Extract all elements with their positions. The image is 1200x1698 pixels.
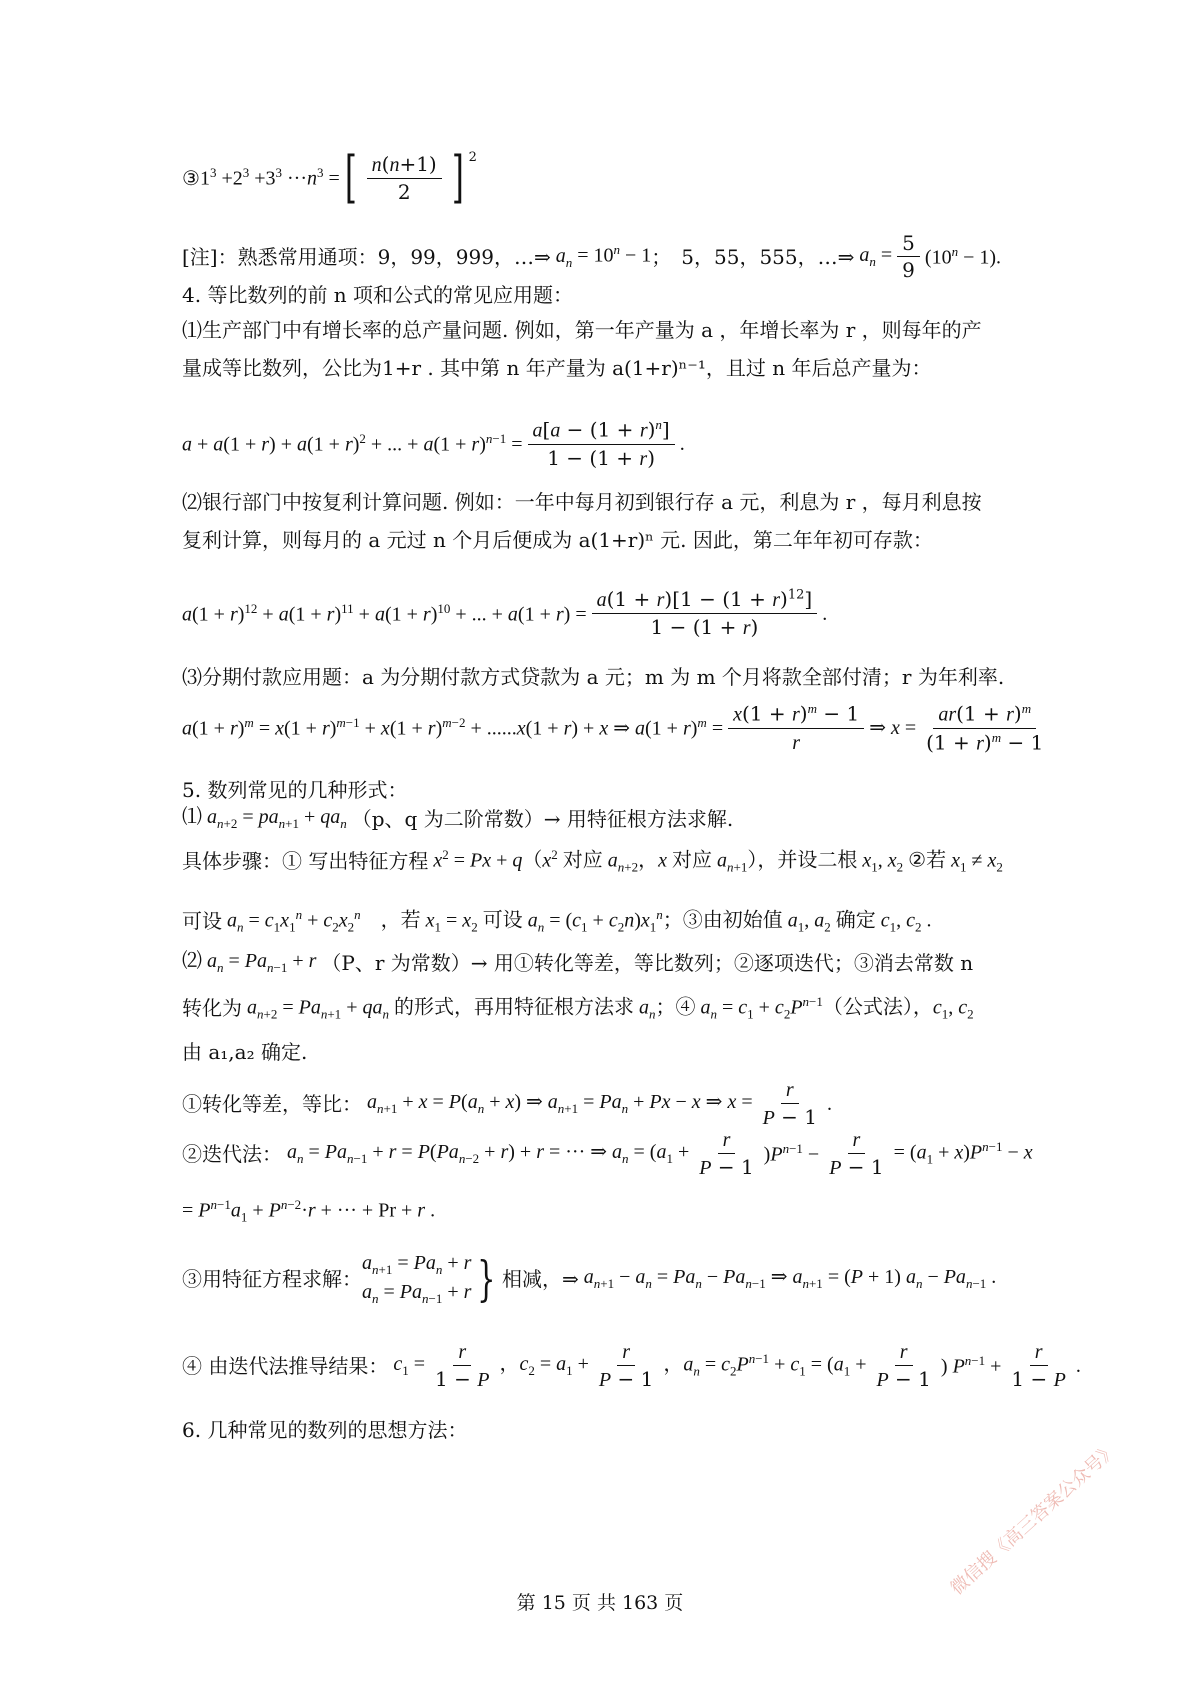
section-5-steps-line2: 可设 $a_n = c_1x_1^n + c_2x_2^n$ ，若 $x_1 = x_2$ 可设 $a_n = (c_1 + c_2n)x_1^n$；③由初始值 $a_1$, $a_2$ 确定 $c_1$, $c_2$ . [182, 907, 932, 935]
watermark-stamp: 微信搜《高三答案公众号》 [946, 1439, 1122, 1600]
sum-of-cubes-formula: ③ $1^3 +2^3 +3^3 \cdot\cdot\cdot n^3$ = [ n(n+1) 2 ] $^2$ [182, 145, 477, 210]
section-6-title: 6. 几种常见的数列的思想方法： [182, 1418, 468, 1442]
section-4-p1-line2: 量成等比数列，公比为1+r . 其中第 n 年产量为 a(1+r)ⁿ⁻¹，且过 n 年后总产量为： [182, 356, 932, 380]
method-2-formula: ②迭代法： $a_n = Pa_{n-1} + r = P(Pa_{n-2} + r) + r$ = ··· ⇒ $a_n = (a_1$ + $\frac{r}{P - 1}$ )$P^{n-1}$ − $\frac{r}{P - 1}$ = $(a_1 + x)P^{n-1} - x$ [182, 1129, 1033, 1179]
method-1-formula: ①转化等差，等比： $a_{n+1} + x = P(a_n + x)$ ⇒ $a_{n+1} = Pa_n + Px - x$ ⇒ x = $\frac{r}{P - 1}$ . [182, 1079, 833, 1129]
section-4-p3-line1: ⑶分期付款应用题：a 为分期付款方式贷款为 a 元；m 为 m 个月将款全部付清；r 为年利率. [182, 665, 1005, 689]
section-5-item-2-line2: 转化为 $a_{n+2} = Pa_{n+1} + qa_n$ 的形式，再用特征根方法求 $a_n$；④ $a_n = c_1 + c_2P^{n-1}$（公式法），$c_1$, $c_2$ [182, 994, 974, 1022]
note-line: [注]：熟悉常用通项：9，99，999，…⇒ $a_n = 10^n - 1$ ； 5，55，555，…⇒ $a_n$ = $\frac{5}{9}$ $(10^n - 1)$. [182, 231, 1002, 282]
section-4-p2-line2: 复利计算，则每月的 a 元过 n 个月后便成为 a(1+r)ⁿ 元. 因此，第二年年初可存款： [182, 528, 933, 552]
total-production-formula: $a + a(1 + r) + a(1 + r)^2$ + ... + $a(1 + r)^{n-1}$ = $\frac{a[a - (1 + r)^n]}{1 - (1 + r)}$ . [182, 417, 685, 470]
method-4-formula: ④ 由迭代法推导结果： $c_1$ = $\frac{r}{1 - P}$ ，$c_2 = a_1$ + $\frac{r}{P - 1}$ ，$a_n = c_2P^{n-1} + c_1 = (a_1$ + $\frac{r}{P - 1}$ ) $P^{n-1}$ + $\frac{r}{1 - P}$ . [182, 1341, 1081, 1391]
page-footer: 第 15 页 共 163 页 [516, 1592, 684, 1614]
method-2-continued: = $P^{n-1}a_1 + P^{n-2}\cdot r$ + ··· + Pr + r . [182, 1197, 436, 1225]
section-4-p1-line1: ⑴生产部门中有增长率的总产量问题. 例如，第一年产量为 a ，年增长率为 r ，则每年的产 [182, 318, 982, 342]
method-3-formula: ③用特征方程求解： $a_{n+1} = Pa_n + r$ $a_n = Pa_{n-1} + r$ } 相减，⇒ $a_{n+1} - a_n = Pa_n - Pa_{n-1}$ ⇒ $a_{n+1} = (P + 1) a_n - Pa_{n-1}$ . [182, 1250, 997, 1307]
section-5-item-2-line3: 由 a₁,a₂ 确定. [182, 1040, 308, 1064]
section-4-title: 4. 等比数列的前 n 项和公式的常见应用题： [182, 283, 574, 307]
section-4-p2-line1: ⑵银行部门中按复利计算问题. 例如：一年中每月初到银行存 a 元，利息为 r ，每月利息按 [182, 490, 982, 514]
compound-interest-formula: $a(1 + r)^{12} + a(1 + r)^{11} + a(1 + r)^{10}$ + ... + a(1 + r) = $\frac{a(1 + r)[1 - (1 + r)^{12}]}{1 - (1 + r)}$ . [182, 587, 828, 639]
section-5-title: 5. 数列常见的几种形式： [182, 778, 408, 802]
sum-of-cubes-label: ③ [182, 166, 200, 190]
section-5-steps-line1: 具体步骤：① 写出特征方程 $x^2 = Px + q(x^2$ 对应 $a_{n+2}$，x 对应 $a_{n+1}$），并设二根 $x_1$, $x_2$ ②若 $x_1 \ne x_2$ [182, 847, 1003, 875]
section-5-item-1: ⑴ $a_{n+2} = pa_{n+1} + qa_n$ （p、q 为二阶常数）→ 用特征根方法求解. [182, 806, 734, 831]
installment-formula: $a(1 + r)^m = x(1 + r)^{m-1} + x(1 + r)^{m-2} + ......x(1 + r) + x$ ⇒ $a(1 + r)^m$ = $\frac{x(1 + r)^m - 1}{r}$ ⇒ x = $\frac{ar(1 + r)^m}{(1 + r)^m - 1}$ [182, 701, 1044, 755]
section-5-item-2: ⑵ $a_n = Pa_{n-1} + r$ （P、r 为常数）→ 用①转化等差，等比数列；②逐项迭代；③消去常数 n [182, 950, 974, 975]
